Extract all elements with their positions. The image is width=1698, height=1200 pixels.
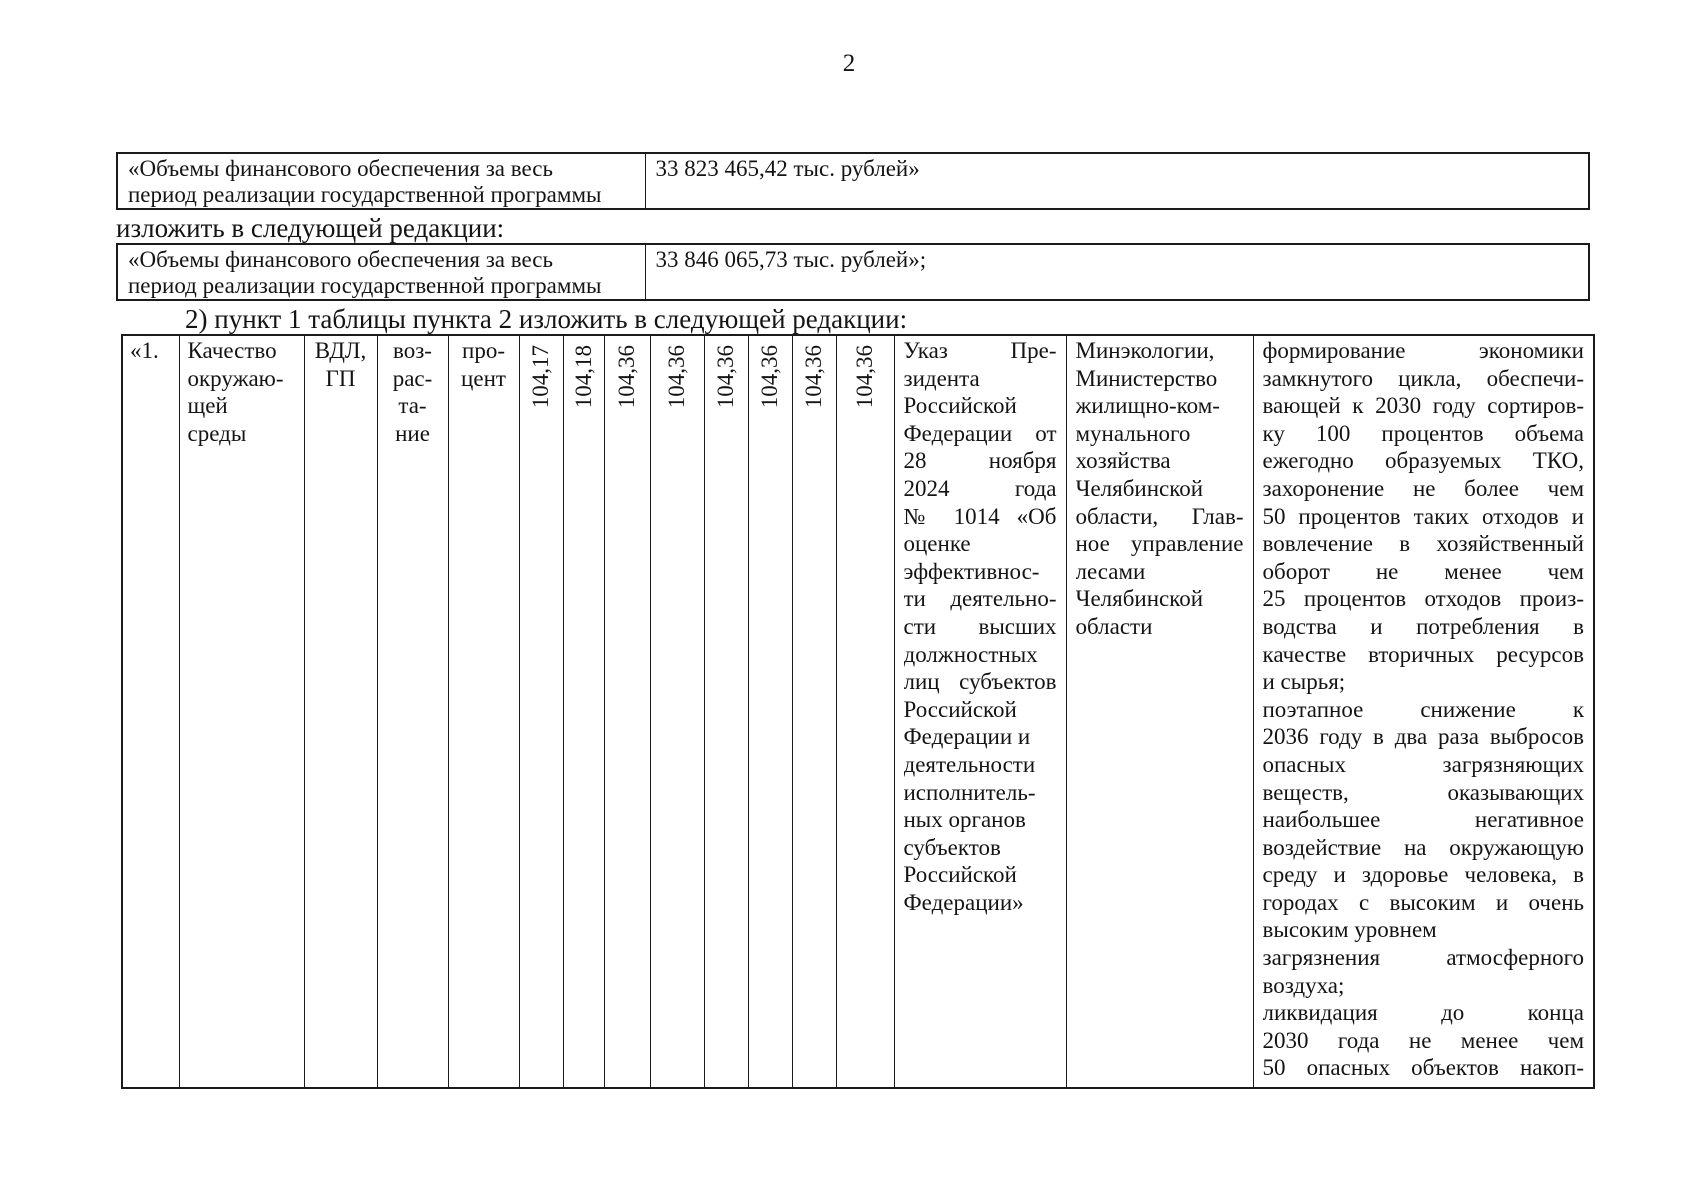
financing-label-line: «Объемы финансового обеспечения за весь: [128, 247, 553, 272]
indicator-value: 104,17: [528, 345, 553, 409]
result-line: 25 процентов отходов произ-: [1262, 586, 1584, 612]
indicator-type-line: ГП: [325, 365, 356, 391]
responsible-line: лесами: [1075, 558, 1146, 584]
result-cell: [1253, 335, 1594, 1088]
indicator-value: 104,36: [852, 345, 877, 409]
basis-document-line: эффективнос-: [903, 558, 1040, 584]
unit-line: цент: [461, 365, 506, 391]
result-line: формирование экономики: [1262, 338, 1584, 363]
responsible-line: хозяйства: [1075, 448, 1171, 474]
financing-label-cell: [117, 244, 645, 300]
financing-table-old: [116, 152, 1590, 210]
value-cell: [604, 335, 650, 1088]
result-line: замкнутого цикла, обеспечи-: [1262, 365, 1584, 391]
result-line: 2036 году в два раза выбросов: [1262, 724, 1584, 750]
instruction-text: 2) пункт 1 таблицы пункта 2 изложить в следующей редакции:: [185, 304, 908, 334]
result-line: 50 процентов таких отходов и: [1262, 503, 1584, 529]
result-line: водства и потребления в: [1262, 613, 1584, 639]
result-line: воздуха;: [1262, 972, 1345, 998]
basis-document-line: сти высших: [903, 613, 1057, 639]
indicator-table: [121, 334, 1595, 1089]
responsible-line: Челябинской: [1075, 586, 1204, 612]
indicator-name-line: щей: [187, 393, 228, 419]
basis-document-line: оценке: [903, 531, 971, 557]
result-line: ежегодно образуемых ТКО,: [1262, 448, 1584, 474]
indicator-name-line: окружаю-: [187, 365, 284, 391]
indicator-value: 104,36: [664, 345, 689, 409]
result-line: загрязнения атмосферного: [1262, 945, 1584, 971]
responsible-line: Минэкологии,: [1075, 338, 1215, 363]
direction-line: та-: [398, 393, 427, 419]
indicator-name-line: среды: [187, 420, 247, 446]
basis-document-line: № 1014 «Об: [903, 503, 1057, 529]
responsible-line: жилищно-ком-: [1075, 393, 1220, 419]
basis-document-line: деятельности: [903, 751, 1036, 777]
basis-document-line: лиц субъектов: [903, 669, 1057, 695]
indicator-value: 104,18: [570, 345, 596, 409]
basis-document-line: Федерации от: [903, 420, 1057, 446]
indicator-type-cell: [304, 335, 377, 1088]
basis-document-line: Указ Пре-: [903, 338, 1057, 363]
result-line: вовлечение в хозяйственный: [1262, 531, 1584, 557]
responsible-line: мунального: [1075, 420, 1191, 446]
financing-value-cell: 33 846 065,73 тыс. рублей»;: [645, 244, 1589, 300]
value-cell: [836, 335, 894, 1088]
responsible-line: ное управление: [1075, 531, 1244, 557]
financing-label-line: «Объемы финансового обеспечения за весь: [128, 156, 553, 181]
row-number-cell: [122, 335, 179, 1088]
unit-line: про-: [462, 338, 505, 363]
unit-cell: [448, 335, 519, 1088]
direction-line: воз-: [393, 338, 432, 363]
value-cell: [704, 335, 748, 1088]
page-number: 2: [842, 50, 856, 77]
basis-document-line: Российской: [903, 696, 1017, 722]
responsible-line: области: [1075, 613, 1153, 639]
result-line: и сырья;: [1262, 669, 1346, 695]
value-cell: [650, 335, 704, 1088]
table-row: [117, 244, 1589, 300]
result-line: ликвидация до конца: [1262, 1000, 1584, 1026]
financing-label-line: период реализации государственной программы: [128, 273, 602, 298]
result-line: оборот не менее чем: [1262, 558, 1584, 584]
result-line: наибольшее негативное: [1262, 807, 1584, 833]
responsible-cell: [1066, 335, 1253, 1088]
responsible-line: Челябинской: [1075, 475, 1204, 501]
direction-cell: [377, 335, 448, 1088]
result-line: высоким уровнем: [1262, 917, 1437, 943]
basis-document-line: должностных: [903, 641, 1038, 667]
row-number: «1.: [130, 338, 159, 363]
value-cell: [792, 335, 836, 1088]
basis-document-line: исполнитель-: [903, 779, 1036, 805]
direction-line: ние: [395, 420, 430, 446]
basis-document-cell: [894, 335, 1066, 1088]
basis-document-line: 2024 года: [903, 475, 1057, 501]
instruction-text: изложить в следующей редакции:: [116, 213, 505, 243]
result-line: воздействие на окружающую: [1262, 834, 1584, 860]
indicator-value: 104,36: [801, 345, 826, 409]
table-row: [117, 153, 1589, 209]
result-line: 50 опасных объектов накоп-: [1262, 1055, 1584, 1081]
basis-document-line: Федерации»: [903, 889, 1024, 915]
basis-document-line: 28 ноября: [903, 448, 1057, 474]
indicator-value: 104,36: [757, 345, 782, 409]
basis-document-line: Российской: [903, 862, 1017, 888]
direction-line: рас-: [392, 365, 433, 391]
basis-document-line: зидента: [903, 365, 980, 391]
result-line: качестве вторичных ресурсов: [1262, 641, 1584, 667]
financing-label-line: период реализации государственной программы: [128, 182, 602, 207]
result-line: опасных загрязняющих: [1262, 751, 1584, 777]
result-line: 2030 года не менее чем: [1262, 1027, 1584, 1053]
result-line: городах с высоким и очень: [1262, 889, 1584, 915]
result-line: ку 100 процентов объема: [1262, 420, 1584, 446]
financing-table-new: [116, 243, 1590, 301]
result-line: веществ, оказывающих: [1262, 779, 1584, 805]
indicator-name-line: Качество: [187, 338, 277, 363]
responsible-line: области, Глав-: [1075, 503, 1244, 529]
financing-value-cell: 33 823 465,42 тыс. рублей»: [645, 153, 1589, 209]
result-line: поэтапное снижение к: [1262, 696, 1584, 722]
responsible-line: Министерство: [1075, 365, 1218, 391]
basis-document-line: Российской: [903, 393, 1017, 419]
indicator-type-line: ВДЛ,: [314, 338, 367, 363]
result-line: среду и здоровье человека, в: [1262, 862, 1584, 888]
basis-document-line: ти деятельно-: [903, 586, 1057, 612]
basis-document-line: субъектов: [903, 834, 1001, 860]
table-row: [122, 335, 1594, 1088]
basis-document-line: Федерации и: [903, 724, 1031, 750]
value-cell: [519, 335, 563, 1088]
value-cell: [748, 335, 792, 1088]
indicator-value: 104,36: [713, 345, 738, 409]
indicator-value: 104,36: [614, 345, 639, 409]
result-line: захоронение не более чем: [1262, 475, 1584, 501]
basis-document-line: ных органов: [903, 807, 1026, 833]
result-line: вающей к 2030 году сортиров-: [1262, 393, 1584, 419]
financing-label-cell: [117, 153, 645, 209]
indicator-name-cell: [179, 335, 304, 1088]
value-cell: [563, 335, 604, 1088]
